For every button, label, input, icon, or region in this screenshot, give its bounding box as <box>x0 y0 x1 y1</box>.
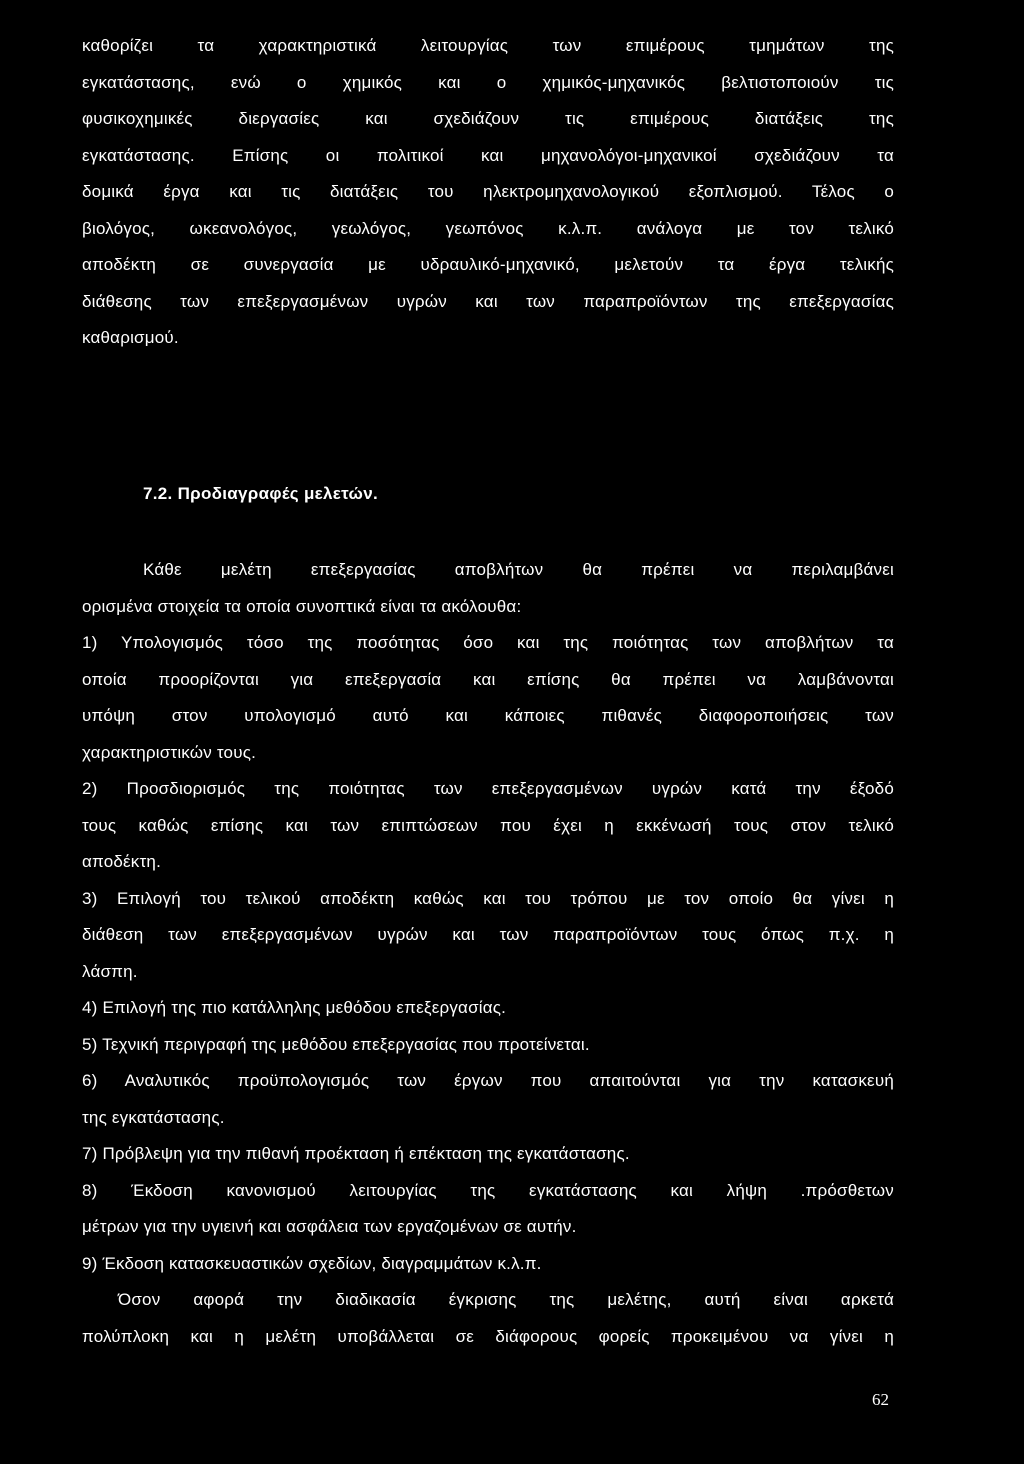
text-line: λάσπη. <box>82 961 138 981</box>
list-item-6: 6) Αναλυτικός προϋπολογισμός των έργων που απαιτούνται για την κατασκευή <box>82 1071 894 1090</box>
text-line: ορισμένα στοιχεία τα οποία συνοπτικά είναι τα ακόλουθα: <box>82 596 522 616</box>
text-line: Κάθε μελέτη επεξεργασίας αποβλήτων θα πρέπει να περιλαμβάνει <box>143 560 894 579</box>
text-line: τους καθώς επίσης και των επιπτώσεων που έχει η εκκένωσή τους στον τελικό <box>82 815 894 835</box>
text-line: βιολόγος, ωκεανολόγος, γεωλόγος, γεωπόνος κ.λ.π. ανάλογα με τον τελικό <box>82 218 894 238</box>
text-line: πολύπλοκη και η μελέτη υποβάλλεται σε διάφορους φορείς προκειμένου να γίνει η <box>82 1326 894 1346</box>
text-line: οποία προορίζονται για επεξεργασία και επίσης θα πρέπει να λαμβάνονται <box>82 669 894 689</box>
list-item-3: 3) Επιλογή του τελικού αποδέκτη καθώς και του τρόπου με τον οποίο θα γίνει η <box>82 888 894 908</box>
text-line: εγκατάστασης, ενώ ο χημικός και ο χημικός-μηχανικός βελτιστοποιούν τις <box>82 72 894 92</box>
text-line: αποδέκτη σε συνεργασία με υδραυλικό-μηχανικό, μελετούν τα έργα τελικής <box>82 255 894 274</box>
paragraph-specifications <box>82 552 894 1355</box>
text-line: διάθεση των επεξεργασμένων υγρών και των παραπροϊόντων τους όπως π.χ. η <box>82 925 894 944</box>
text-line: καθορίζει τα χαρακτηριστικά λειτουργίας των επιμέρους τμημάτων της <box>82 36 894 55</box>
text-line: υπόψη στον υπολογισμό αυτό και κάποιες πιθανές διαφοροποιήσεις των <box>82 706 894 725</box>
list-item-8: 8) Έκδοση κανονισμού λειτουργίας της εγκατάστασης και λήψη .πρόσθετων <box>82 1180 894 1200</box>
text-line: εγκατάστασης. Επίσης οι πολιτικοί και μηχανολόγοι-μηχανικοί σχεδιάζουν τα <box>82 145 894 165</box>
list-item-5: 5) Τεχνική περιγραφή της μεθόδου επεξεργασίας που προτείνεται. <box>82 1034 590 1054</box>
list-item-7: 7) Πρόβλεψη για την πιθανή προέκταση ή επέκταση της εγκατάστασης. <box>82 1144 630 1163</box>
section-heading: 7.2. Προδιαγραφές μελετών. <box>143 484 379 503</box>
text-line: Όσον αφορά την διαδικασία έγκρισης της μελέτης, αυτή είναι αρκετά <box>118 1290 894 1309</box>
list-item-1: 1) Υπολογισμός τόσο της ποσότητας όσο και της ποιότητας των αποβλήτων τα <box>82 633 894 652</box>
text-line: της εγκατάστασης. <box>82 1107 225 1127</box>
text-line: χαρακτηριστικών τους. <box>82 742 257 762</box>
page-number: 62 <box>872 1390 889 1409</box>
text-line: αποδέκτη. <box>82 852 162 871</box>
paragraph-top <box>82 28 894 357</box>
text-line: φυσικοχημικές διεργασίες και σχεδιάζουν τις επιμέρους διατάξεις της <box>82 109 894 128</box>
text-line: μέτρων για την υγιεινή και ασφάλεια των εργαζομένων σε αυτήν. <box>82 1217 577 1236</box>
list-item-9: 9) Έκδοση κατασκευαστικών σχεδίων, διαγραμμάτων κ.λ.π. <box>82 1253 542 1273</box>
text-line: δομικά έργα και τις διατάξεις του ηλεκτρομηχανολογικού εξοπλισμού. Τέλος ο <box>82 182 894 201</box>
text-line: καθαρισμού. <box>82 328 179 347</box>
list-item-2: 2) Προσδιορισμός της ποιότητας των επεξεργασμένων υγρών κατά την έξοδό <box>82 779 894 798</box>
text-line: διάθεσης των επεξεργασμένων υγρών και των παραπροϊόντων της επεξεργασίας <box>82 291 894 311</box>
list-item-4: 4) Επιλογή της πιο κατάλληλης μεθόδου επεξεργασίας. <box>82 998 507 1017</box>
